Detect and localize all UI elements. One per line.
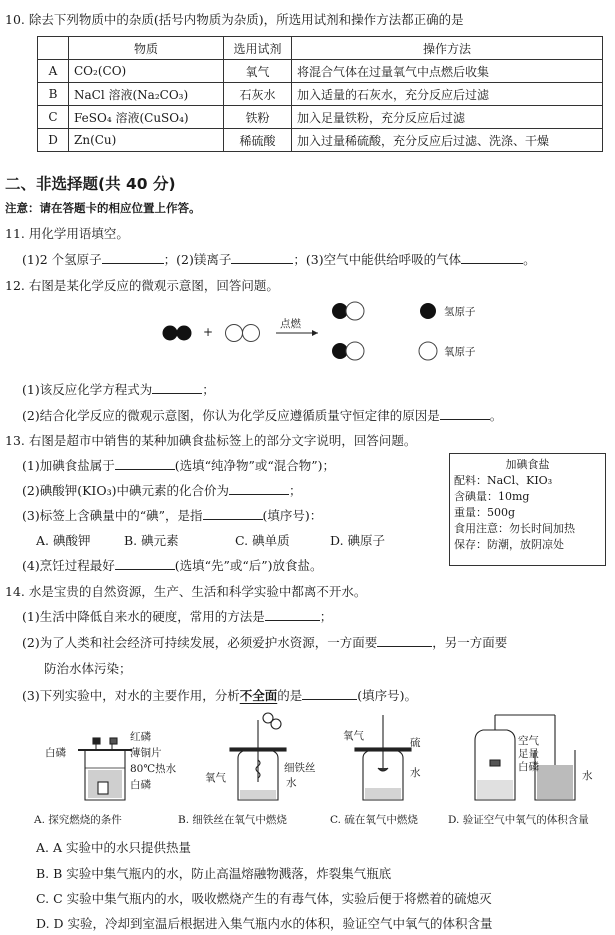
table-cell: 加入足量铁粉，充分反应后过滤 bbox=[292, 106, 603, 129]
q13-part2-end: ； bbox=[289, 483, 302, 498]
answer-blank[interactable] bbox=[461, 251, 523, 264]
oxygen-atom-legend-icon bbox=[419, 342, 437, 360]
fig-a-label: 白磷 bbox=[130, 779, 151, 791]
q14-part1 bbox=[22, 607, 332, 625]
q14-part1-text: (1)生活中降低自来水的硬度，常用的方法是 bbox=[22, 609, 265, 624]
answer-blank[interactable] bbox=[377, 634, 432, 647]
q14-part1-end: ； bbox=[319, 609, 333, 624]
fig-d-label: 白磷 bbox=[518, 761, 539, 773]
q10-stem: 10. 除去下列物质中的杂质(括号内物质为杂质)，所选用试剂和操作方法都正确的是 bbox=[5, 12, 464, 27]
q14-stem: 14. 水是宝贵的自然资源，生产、生活和科学实验中都离不开水。 bbox=[5, 584, 367, 599]
fig-c-label: 硫 bbox=[410, 737, 421, 749]
fig-d-label: 水 bbox=[582, 770, 593, 782]
oxygen-molecule bbox=[226, 325, 260, 342]
hydrogen-atom-legend-icon bbox=[420, 303, 436, 319]
salt-label-line: 食用注意：勿长时间加热 bbox=[454, 522, 575, 535]
table-cell: FeSO₄ 溶液(CuSO₄) bbox=[69, 106, 224, 129]
fig-caption-a: A. 探究燃烧的条件 bbox=[34, 814, 122, 826]
fig-caption-d: D. 验证空气中氧气的体积含量 bbox=[448, 814, 589, 826]
q12-part1-text: (1)该反应化学方程式为 bbox=[22, 382, 153, 397]
q13-part4 bbox=[22, 556, 323, 574]
table-cell: A bbox=[38, 60, 69, 83]
fig-d-label: 足量 bbox=[518, 748, 539, 760]
reaction-diagram bbox=[150, 296, 490, 368]
fig-a-label: 红磷 bbox=[130, 731, 151, 743]
fig-b-label: 水 bbox=[286, 777, 297, 789]
q14-part3-hint: (填序号)。 bbox=[357, 688, 418, 703]
salt-label-title: 加碘食盐 bbox=[505, 458, 550, 471]
section-title: 二、非选择题(共 40 分) bbox=[5, 175, 176, 193]
q13-part2-text: (2)碘酸钾(KIO₃)中碘元素的化合价为 bbox=[22, 483, 229, 498]
answer-blank[interactable] bbox=[203, 507, 263, 520]
water-molecule bbox=[332, 342, 364, 360]
q14-part2 bbox=[22, 633, 507, 651]
answer-blank[interactable] bbox=[231, 251, 293, 264]
section-note: 注意：请在答题卡的相应位置上作答。 bbox=[5, 201, 201, 215]
q13-part1-hint: (选填“纯净物”或“混合物”)； bbox=[174, 458, 336, 473]
table-cell: 铁粉 bbox=[224, 106, 292, 129]
q13-opt-c: C. 碘单质 bbox=[235, 533, 290, 548]
q11-parts bbox=[22, 250, 536, 268]
table-cell: Zn(Cu) bbox=[69, 129, 224, 152]
q13-part3-hint: (填序号)： bbox=[262, 508, 323, 523]
q14-part3-text2: 的是 bbox=[277, 688, 303, 703]
table-cell: 加入过量稀硫酸，充分反应后过滤、洗涤、干燥 bbox=[292, 129, 603, 152]
q14-part3-text: (3)下列实验中，对水的主要作用，分析 bbox=[22, 688, 240, 703]
salt-label-line: 含碘量：10mg bbox=[454, 490, 530, 503]
q13-part4-hint: (选填“先”或“后”)放食盐。 bbox=[174, 558, 323, 573]
answer-blank[interactable] bbox=[440, 407, 490, 420]
fig-a-label: 白磷 bbox=[45, 747, 66, 759]
table-cell: 加入适量的石灰水，充分反应后过滤 bbox=[292, 83, 603, 106]
answer-blank[interactable] bbox=[115, 457, 175, 470]
q12-part1 bbox=[22, 380, 215, 398]
q14-part3 bbox=[22, 686, 417, 704]
answer-blank[interactable] bbox=[115, 557, 175, 570]
q13-opt-d: D. 碘原子 bbox=[330, 533, 386, 548]
legend-oxygen-label: 氧原子 bbox=[444, 346, 476, 358]
q13-opt-b: B. 碘元素 bbox=[124, 533, 179, 548]
answer-blank[interactable] bbox=[102, 251, 164, 264]
table-cell: 氧气 bbox=[224, 60, 292, 83]
table-cell: 将混合气体在过量氧气中点燃后收集 bbox=[292, 60, 603, 83]
table-header-row bbox=[38, 37, 603, 60]
q12-part1-end: ； bbox=[202, 382, 215, 397]
q11-stem: 11. 用化学用语填空。 bbox=[5, 226, 129, 241]
table-cell: NaCl 溶液(Na₂CO₃) bbox=[69, 83, 224, 106]
arrow-head bbox=[312, 330, 318, 336]
header-cell: 操作方法 bbox=[292, 37, 603, 60]
salt-label-line: 保存：防潮，放阴凉处 bbox=[454, 538, 564, 551]
q14-part3-emphasis: 不全面 bbox=[239, 688, 278, 703]
q14-part2-cont: 防治水体污染； bbox=[44, 661, 132, 676]
experiment-b-apparatus bbox=[230, 713, 286, 800]
q12-part2-end: 。 bbox=[489, 408, 503, 423]
plus-sign: + bbox=[203, 325, 214, 339]
table-cell: D bbox=[38, 129, 69, 152]
header-cell: 物质 bbox=[69, 37, 224, 60]
answer-blank[interactable] bbox=[229, 482, 289, 495]
header-cell bbox=[38, 37, 69, 60]
q14-option-b: B. B 实验中集气瓶内的水，防止高温熔融物溅落，炸裂集气瓶底 bbox=[36, 866, 392, 881]
legend-hydrogen-label: 氢原子 bbox=[444, 306, 476, 318]
q13-part2 bbox=[22, 481, 302, 499]
table-cell: B bbox=[38, 83, 69, 106]
table-row bbox=[38, 60, 603, 83]
salt-label bbox=[449, 453, 606, 566]
table-row bbox=[38, 129, 603, 152]
table-cell: 稀硫酸 bbox=[224, 129, 292, 152]
salt-label-line: 重量：500g bbox=[454, 506, 516, 519]
fig-c-label: 水 bbox=[410, 767, 421, 779]
q12-stem: 12. 右图是某化学反应的微观示意图，回答问题。 bbox=[5, 278, 279, 293]
table-cell: 石灰水 bbox=[224, 83, 292, 106]
q14-part2-text: (2)为了人类和社会经济可持续发展，必须爱护水资源，一方面要 bbox=[22, 635, 378, 650]
table-row bbox=[38, 106, 603, 129]
answer-blank[interactable] bbox=[302, 687, 357, 700]
q13-part1-text: (1)加碘食盐属于 bbox=[22, 458, 115, 473]
q14-part2-text2: ，另一方面要 bbox=[432, 635, 508, 650]
fig-a-label: 80℃热水 bbox=[130, 763, 177, 775]
q14-option-d: D. D 实验，冷却到室温后根据进入集气瓶内水的体积，验证空气中氧气的体积含量 bbox=[36, 916, 493, 931]
fig-b-label: 氧气 bbox=[205, 772, 226, 784]
hydrogen-molecule bbox=[163, 326, 192, 341]
q10-table bbox=[37, 36, 603, 152]
fig-c-label: 氧气 bbox=[343, 730, 364, 742]
q11-part3: ；(3)空气中能供给呼吸的气体 bbox=[293, 252, 462, 267]
q11-part2: ；(2)镁离子 bbox=[163, 252, 232, 267]
answer-blank[interactable] bbox=[265, 608, 320, 621]
salt-label-line: 配料：NaCl、KIO₃ bbox=[454, 474, 553, 487]
header-cell: 选用试剂 bbox=[224, 37, 292, 60]
fig-a-label: 薄铜片 bbox=[130, 747, 162, 759]
q14-option-c: C. C 实验中集气瓶内的水，吸收燃烧产生的有毒气体，实验后便于将燃着的硫熄灭 bbox=[36, 891, 492, 906]
q12-part2-text: (2)结合化学反应的微观示意图，你认为化学反应遵循质量守恒定律的原因是 bbox=[22, 408, 440, 423]
fig-d-label: 空气 bbox=[518, 735, 539, 747]
q13-part1 bbox=[22, 456, 335, 474]
fig-caption-c: C. 硫在氧气中燃烧 bbox=[330, 814, 418, 826]
q12-part2 bbox=[22, 406, 502, 424]
table-cell: CO₂(CO) bbox=[69, 60, 224, 83]
q13-stem: 13. 右图是超市中销售的某种加碘食盐标签上的部分文字说明，回答问题。 bbox=[5, 433, 417, 448]
table-row bbox=[38, 83, 603, 106]
q13-part3 bbox=[22, 506, 322, 524]
q11-end: 。 bbox=[523, 252, 536, 267]
answer-blank[interactable] bbox=[152, 381, 202, 394]
fig-caption-b: B. 细铁丝在氧气中燃烧 bbox=[178, 814, 287, 826]
q13-part4-text: (4)烹饪过程最好 bbox=[22, 558, 115, 573]
q13-part3-text: (3)标签上含碘量中的“碘”，是指 bbox=[22, 508, 203, 523]
q14-option-a: A. A 实验中的水只提供热量 bbox=[36, 840, 191, 855]
q11-part1: (1)2 个氢原子 bbox=[22, 252, 102, 267]
water-molecule bbox=[332, 302, 364, 320]
experiment-a-apparatus bbox=[78, 738, 132, 800]
fig-b-label: 细铁丝 bbox=[284, 762, 316, 774]
q13-opt-a: A. 碘酸钾 bbox=[36, 533, 91, 548]
table-cell: C bbox=[38, 106, 69, 129]
arrow-label: 点燃 bbox=[280, 318, 301, 330]
